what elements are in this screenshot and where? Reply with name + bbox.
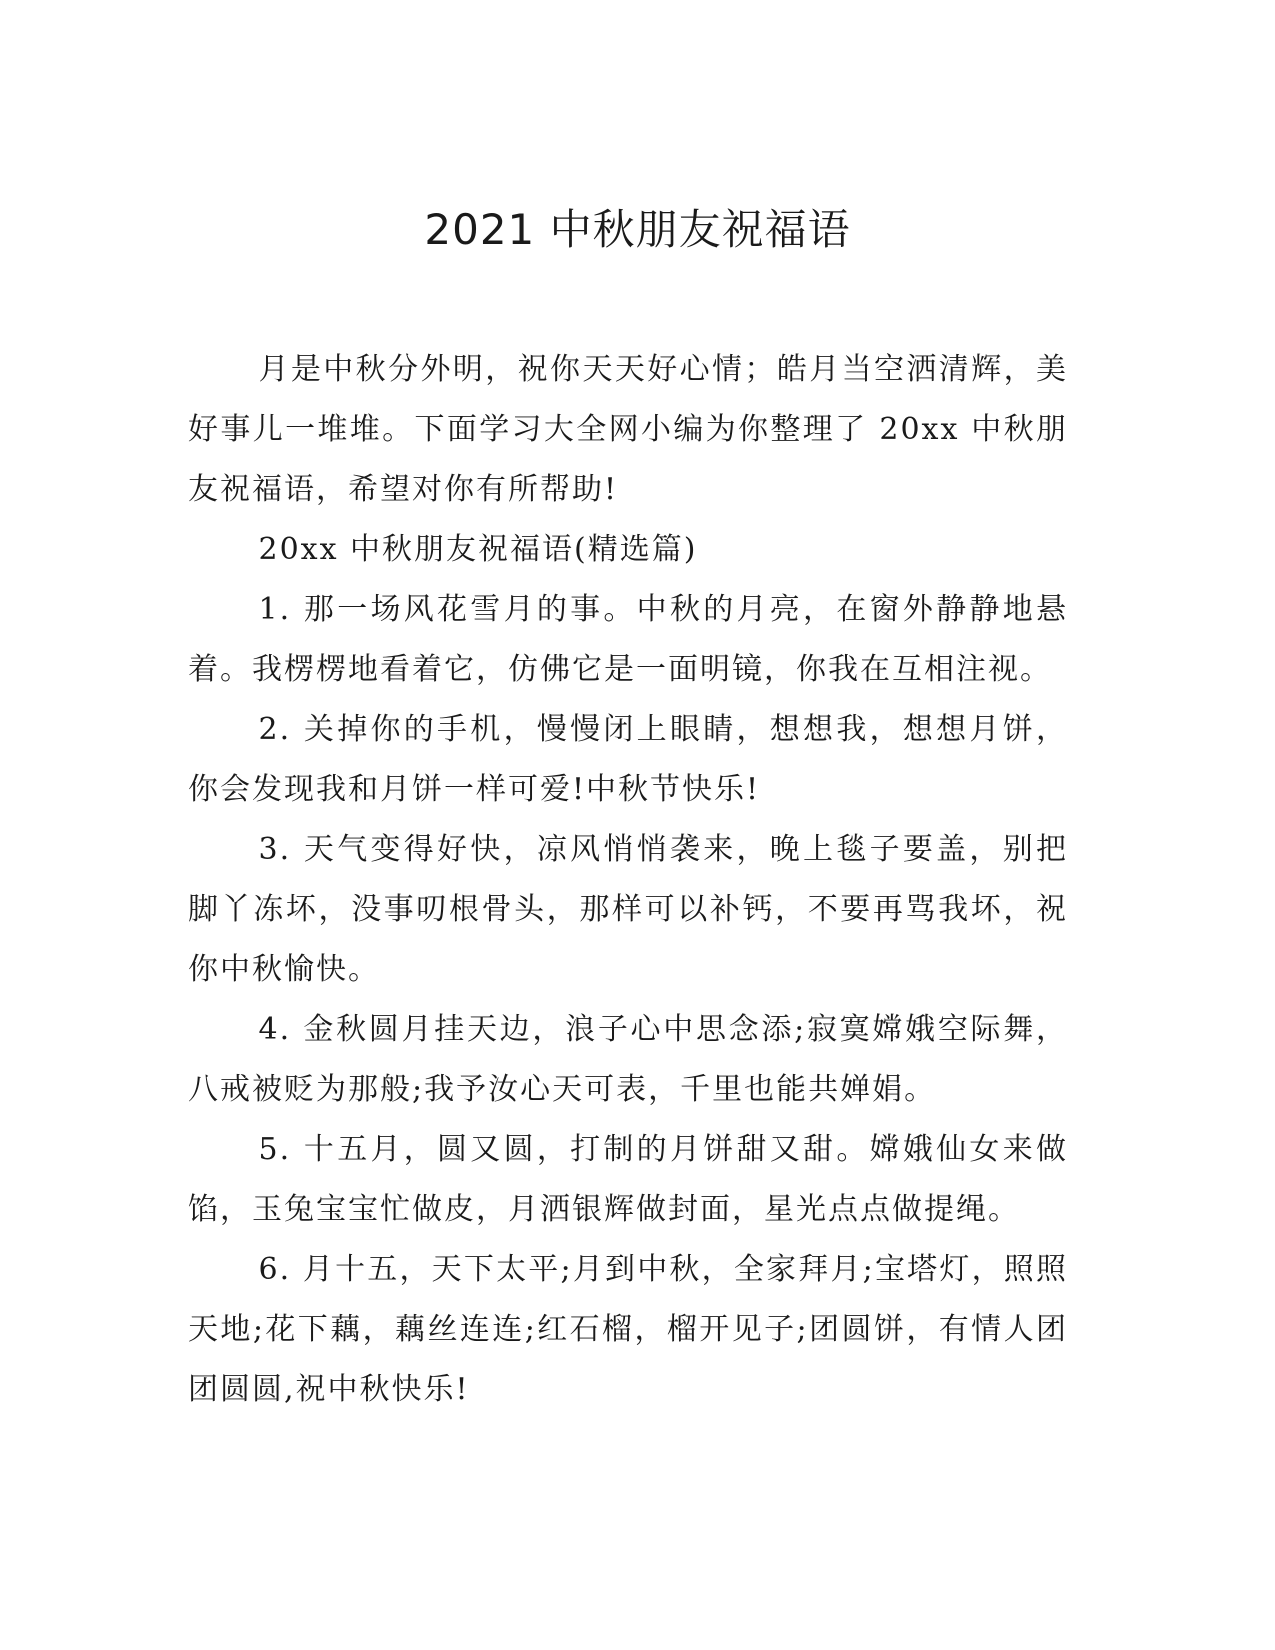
greeting-item-2: 2. 关掉你的手机，慢慢闭上眼睛，想想我，想想月饼，你会发现我和月饼一样可爱!中秋节快乐! <box>188 712 1068 807</box>
greeting-item-1: 1. 那一场风花雪月的事。中秋的月亮，在窗外静静地悬着。我楞楞地看着它，仿佛它是一面明镜，你我在互相注视。 <box>188 592 1068 687</box>
section-heading: 20xx 中秋朋友祝福语(精选篇) <box>258 532 698 567</box>
intro-paragraph: 月是中秋分外明，祝你天天好心情；皓月当空洒清辉，美好事儿一堆堆。下面学习大全网小编为你整理了 20xx 中秋朋友祝福语，希望对你有所帮助! <box>188 352 1068 507</box>
greeting-item-3: 3. 天气变得好快，凉风悄悄袭来，晚上毯子要盖，别把脚丫冻坏，没事叨根骨头，那样可以补钙，不要再骂我坏，祝你中秋愉快。 <box>188 832 1068 987</box>
document-title: 2021 中秋朋友祝福语 <box>424 205 851 254</box>
greeting-item-5: 5. 十五月，圆又圆，打制的月饼甜又甜。嫦娥仙女来做馅，玉兔宝宝忙做皮，月洒银辉做封面，星光点点做提绳。 <box>188 1132 1068 1227</box>
greeting-item-6: 6. 月十五，天下太平;月到中秋，全家拜月;宝塔灯，照照天地;花下藕，藕丝连连;红石榴，榴开见子;团圆饼，有情人团团圆圆,祝中秋快乐! <box>188 1252 1068 1407</box>
greeting-item-4: 4. 金秋圆月挂天边，浪子心中思念添;寂寞嫦娥空际舞，八戒被贬为那般;我予汝心天可表，千里也能共婵娟。 <box>188 1012 1068 1107</box>
document-body <box>188 340 1068 1420</box>
